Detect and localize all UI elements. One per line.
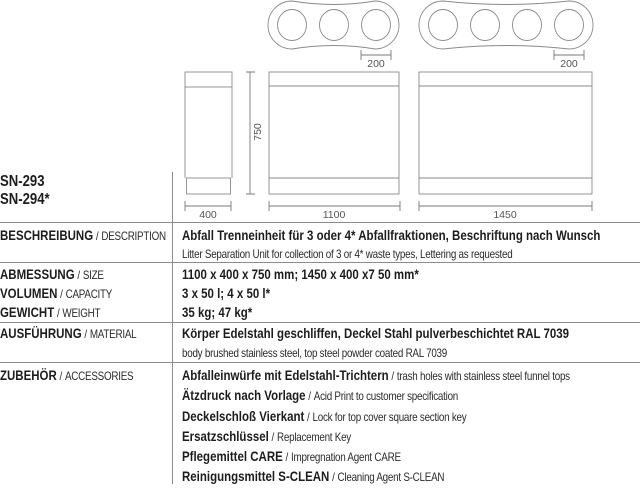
accessory-item: Deckelschloß Vierkant / Lock for top cover square section key	[182, 407, 467, 424]
dimension-label: 1450	[493, 209, 517, 221]
top-view-3-compartment	[268, 1, 399, 70]
dimension-label: 1100	[322, 209, 346, 221]
dimension-label: 200	[367, 58, 385, 70]
dimension-label: 400	[199, 209, 217, 221]
value-description-en: Litter Separation Unit for collection of 3 or 4* waste types, Lettering as requested	[182, 247, 513, 261]
value-weight: 35 kg; 47 kg*	[182, 304, 253, 320]
accessory-item: Pflegemittel CARE / Impregnation Agent CARE	[182, 448, 401, 464]
value-material-de: Körper Edelstahl geschliffen, Deckel Stahl pulverbeschichtet RAL 7039	[182, 325, 570, 341]
column-divider	[172, 172, 173, 484]
value-description-de: Abfall Trenneinheit für 3 oder 4* Abfallfraktionen, Beschriftung nach Wunsch	[182, 227, 601, 243]
height-dimension	[246, 72, 264, 194]
label-weight: GEWICHT / WEIGHT	[0, 304, 101, 320]
accessory-item: Abfalleinwürfe mit Edelstahl-Trichtern / trash holes with stainless steel funnel tops	[182, 367, 570, 383]
side-view	[185, 72, 232, 221]
accessory-item: Ersatzschlüssel / Replacement Key	[182, 428, 351, 444]
accessory-item: Ätzdruck nach Vorlage / Acid Print to customer specification	[182, 387, 459, 403]
label-capacity: VOLUMEN / CAPACITY	[0, 285, 113, 301]
value-size: 1100 x 400 x 750 mm; 1450 x 400 x7 50 mm*	[182, 266, 419, 282]
row-divider	[0, 222, 640, 223]
model-number: SN-293	[0, 173, 45, 190]
technical-drawing	[0, 0, 640, 222]
front-view-1450	[419, 72, 592, 221]
accessory-item: Reinigungsmittel S-CLEAN / Cleaning Agent S-CLEAN	[182, 468, 445, 484]
front-view-1100	[269, 72, 400, 221]
dimension-label: 750	[252, 123, 264, 141]
value-capacity: 3 x 50 l; 4 x 50 l*	[182, 285, 271, 301]
label-material: AUSFÜHRUNG / MATERIAL	[0, 325, 137, 341]
label-accessories: ZUBEHÖR / ACCESSORIES	[0, 367, 134, 383]
label-description: BESCHREIBUNG / DESCRIPTION	[0, 227, 166, 243]
dimension-label: 200	[560, 58, 578, 70]
value-material-en: body brushed stainless steel, top steel powder coated RAL 7039	[182, 346, 448, 360]
label-size: ABMESSUNG / SIZE	[0, 266, 104, 282]
model-number-alt: SN-294*	[0, 191, 50, 208]
top-view-4-compartment	[419, 1, 593, 70]
